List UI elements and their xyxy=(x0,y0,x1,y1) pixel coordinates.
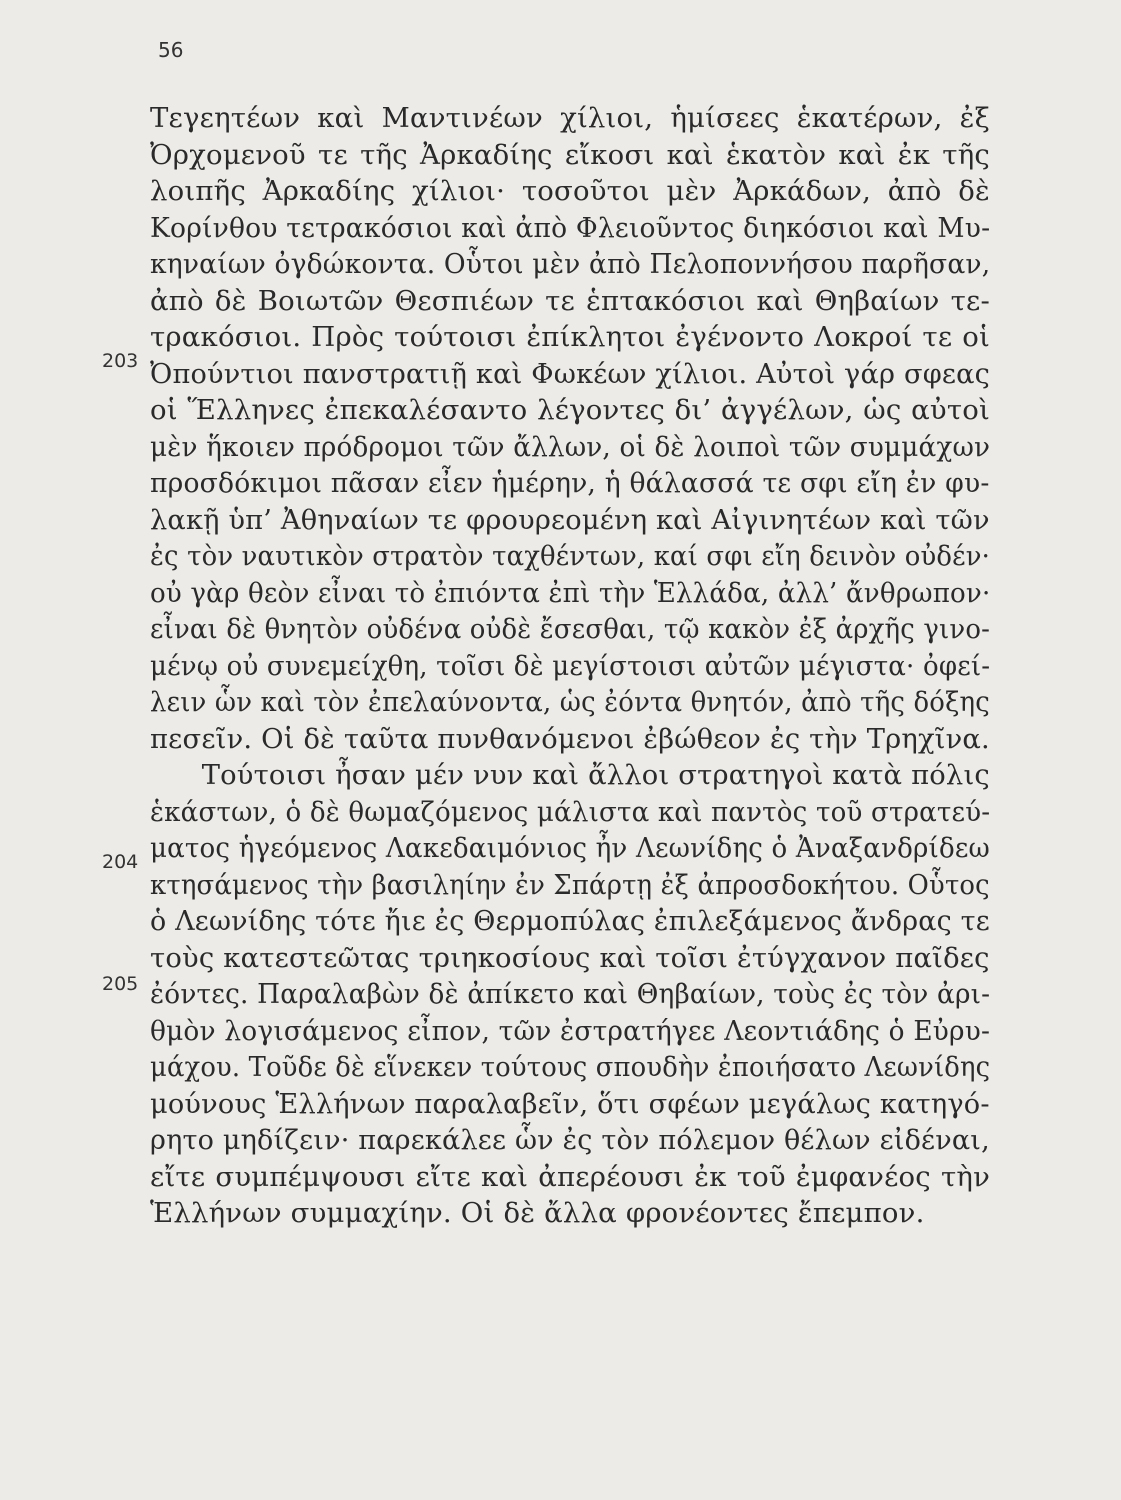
text-line: ρητο μηδίζειν· παρεκάλεε ὧν ἐς τὸν πόλεμον θέλων εἰδέναι, xyxy=(150,1124,990,1156)
section-number-205: 205 xyxy=(102,973,139,995)
text-line: μάχου. Τοῦδε δὲ εἵνεκεν τούτους σπουδὴν ἐποιήσατο Λεωνίδης xyxy=(150,1051,991,1083)
text-line: προσδόκιμοι πᾶσαν εἶεν ἡμέρην, ἡ θάλασσά τε σφι εἴη ἐν φυ- xyxy=(150,467,990,499)
text-line: λακῇ ὑπ’ Ἀθηναίων τε φρουρεομένη καὶ Αἰγινητέων καὶ τῶν xyxy=(150,503,990,536)
page-number: 56 xyxy=(158,38,184,62)
text-line: Ἑλλήνων συμμαχίην. Οἱ δὲ ἄλλα φρονέοντες ἔπεμπον. xyxy=(150,1197,925,1229)
text-line: Ὀρχομενοῦ τε τῆς Ἀρκαδίης εἴκοσι καὶ ἑκατὸν καὶ ἐκ τῆς xyxy=(150,138,990,171)
text-line: τοὺς κατεστεῶτας τριηκοσίους καὶ τοῖσι ἐτύγχανον παῖδες xyxy=(150,941,990,974)
text-line: κτησάμενος τὴν βασιληίην ἐν Σπάρτῃ ἐξ ἀπροσδοκήτου. Οὗτος xyxy=(150,868,990,901)
text-line: πεσεῖν. Οἱ δὲ ταῦτα πυνθανόμενοι ἐβώθεον ἐς τὴν Τρηχῖνα. xyxy=(150,722,990,755)
text-line: μὲν ἥκοιεν πρόδρομοι τῶν ἄλλων, οἱ δὲ λοιποὶ τῶν συμμάχων xyxy=(150,430,991,463)
text-line: λοιπῆς Ἀρκαδίης χίλιοι· τοσοῦτοι μὲν Ἀρκάδων, ἀπὸ δὲ xyxy=(150,175,990,207)
text-line: τρακόσιοι. Πρὸς τούτοισι ἐπίκλητοι ἐγένοντο Λοκροί τε οἱ xyxy=(150,321,990,353)
text-line: Κορίνθου τετρακόσιοι καὶ ἀπὸ Φλειοῦντος διηκόσιοι καὶ Μυ- xyxy=(150,211,991,244)
text-line: ἐόντες. Παραλαβὼν δὲ ἀπίκετο καὶ Θηβαίων, τοὺς ἐς τὸν ἀρι- xyxy=(150,978,991,1010)
text-line: οἱ Ἕλληνες ἐπεκαλέσαντο λέγοντες δι’ ἀγγέλων, ὡς αὐτοὶ xyxy=(150,394,990,426)
text-line: Τεγεητέων καὶ Μαντινέων χίλιοι, ἡμίσεες ἑκατέρων, ἐξ xyxy=(150,102,990,134)
text-line: ἑκάστων, ὁ δὲ θωμαζόμενος μάλιστα καὶ παντὸς τοῦ στρατεύ- xyxy=(150,795,991,828)
text-line: ἐς τὸν ναυτικὸν στρατὸν ταχθέντων, καί σφι εἴη δεινὸν οὐδέν· xyxy=(150,540,991,572)
text-line: μούνους Ἑλλήνων παραλαβεῖν, ὅτι σφέων μεγάλως κατηγό- xyxy=(150,1087,990,1120)
text-line: εἴτε συμπέμψουσι εἴτε καὶ ἀπερέουσι ἐκ τοῦ ἐμφανέος τὴν xyxy=(150,1160,990,1193)
text-line: κηναίων ὀγδώκοντα. Οὗτοι μὲν ἀπὸ Πελοποννήσου παρῆσαν, xyxy=(150,248,991,280)
text-line: λειν ὧν καὶ τὸν ἐπελαύνοντα, ὡς ἐόντα θνητόν, ἀπὸ τῆς δόξης xyxy=(150,686,990,718)
section-number-204: 204 xyxy=(102,851,139,873)
body-text xyxy=(150,100,990,1232)
text-line: ἀπὸ δὲ Βοιωτῶν Θεσπιέων τε ἑπτακόσιοι καὶ Θηβαίων τε- xyxy=(150,284,990,317)
text-line: Ὀπούντιοι πανστρατιῇ καὶ Φωκέων χίλιοι. Αὐτοὶ γάρ σφεας xyxy=(150,357,991,390)
text-line: Τούτοισι ἦσαν μέν νυν καὶ ἄλλοι στρατηγοὶ κατὰ πόλις xyxy=(201,759,990,791)
text-line: μένῳ οὐ συνεμείχθη, τοῖσι δὲ μεγίστοισι αὐτῶν μέγιστα· ὀφεί- xyxy=(150,649,991,682)
text-line: οὐ γὰρ θεὸν εἶναι τὸ ἐπιόντα ἐπὶ τὴν Ἑλλάδα, ἀλλ’ ἄνθρωπον· xyxy=(150,576,991,609)
section-number-203: 203 xyxy=(102,350,139,372)
text-line: ὁ Λεωνίδης τότε ἤιε ἐς Θερμοπύλας ἐπιλεξάμενος ἄνδρας τε xyxy=(150,905,990,937)
text-line: εἶναι δὲ θνητὸν οὐδένα οὐδὲ ἔσεσθαι, τῷ κακὸν ἐξ ἀρχῆς γινο- xyxy=(150,613,991,645)
text-line: θμὸν λογισάμενος εἶπον, τῶν ἐστρατήγεε Λεοντιάδης ὁ Εὐρυ- xyxy=(150,1014,991,1047)
text-line: ματος ἡγεόμενος Λακεδαιμόνιος ἦν Λεωνίδης ὁ Ἀναξανδρίδεω xyxy=(150,832,990,864)
